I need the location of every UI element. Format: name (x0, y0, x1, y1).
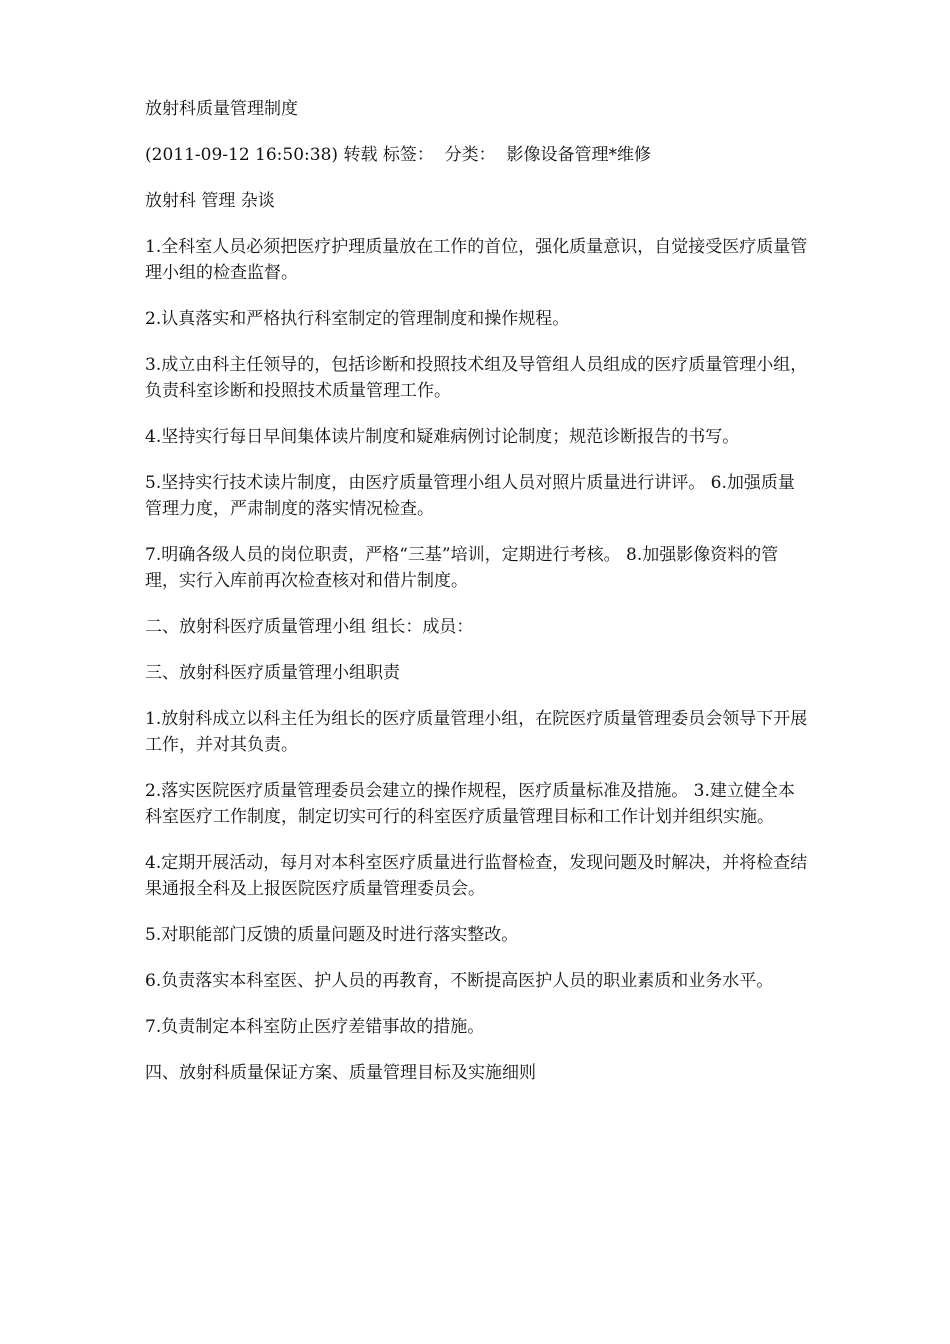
document-title: 放射科质量管理制度 (145, 99, 298, 119)
section-heading-2: 二、放射科医疗质量管理小组 组长：成员： (145, 617, 474, 637)
paragraph-10: 5.对职能部门反馈的质量问题及时进行落实整改。 (145, 925, 519, 945)
paragraph-8: 2.落实医院医疗质量管理委员会建立的操作规程，医疗质量标准及措施。 3.建立健全本科室医疗工作制度，制定切实可行的科室医疗质量管理目标和工作计划并组织实施。 (145, 781, 795, 827)
paragraph-4: 4.坚持实行每日早间集体读片制度和疑难病例讨论制度；规范诊断报告的书写。 (145, 427, 740, 447)
paragraph-3: 3.成立由科主任领导的，包括诊断和投照技术组及导管组人员组成的医疗质量管理小组，负责科室诊断和投照技术质量管理工作。 (145, 355, 808, 401)
paragraph-11: 6.负责落实本科室医、护人员的再教育，不断提高医护人员的职业素质和业务水平。 (145, 971, 774, 991)
section-heading-4: 四、放射科质量保证方案、质量管理目标及实施细则 (145, 1063, 536, 1083)
document-page (145, 96, 810, 1106)
paragraph-6: 7.明确各级人员的岗位职责，严格“三基”培训，定期进行考核。 8.加强影像资料的管理，实行入库前再次检查核对和借片制度。 (145, 545, 779, 591)
paragraph-2: 2.认真落实和严格执行科室制定的管理制度和操作规程。 (145, 309, 570, 329)
paragraph-1: 1.全科室人员必须把医疗护理质量放在工作的首位，强化质量意识，自觉接受医疗质量管理小组的检查监督。 (145, 237, 808, 283)
section-heading-3: 三、放射科医疗质量管理小组职责 (145, 663, 400, 683)
paragraph-12: 7.负责制定本科室防止医疗差错事故的措施。 (145, 1017, 485, 1037)
post-tags: 放射科 管理 杂谈 (145, 191, 275, 211)
paragraph-7: 1.放射科成立以科主任为组长的医疗质量管理小组，在院医疗质量管理委员会领导下开展工作，并对其负责。 (145, 709, 808, 755)
post-meta: (2011-09-12 16:50:38) 转载 标签： 分类： 影像设备管理*维修 (145, 145, 651, 165)
paragraph-9: 4.定期开展活动，每月对本科室医疗质量进行监督检查，发现问题及时解决，并将检查结果通报全科及上报医院医疗质量管理委员会。 (145, 853, 808, 899)
paragraph-5: 5.坚持实行技术读片制度，由医疗质量管理小组人员对照片质量进行讲评。 6.加强质量管理力度，严肃制度的落实情况检查。 (145, 473, 795, 519)
